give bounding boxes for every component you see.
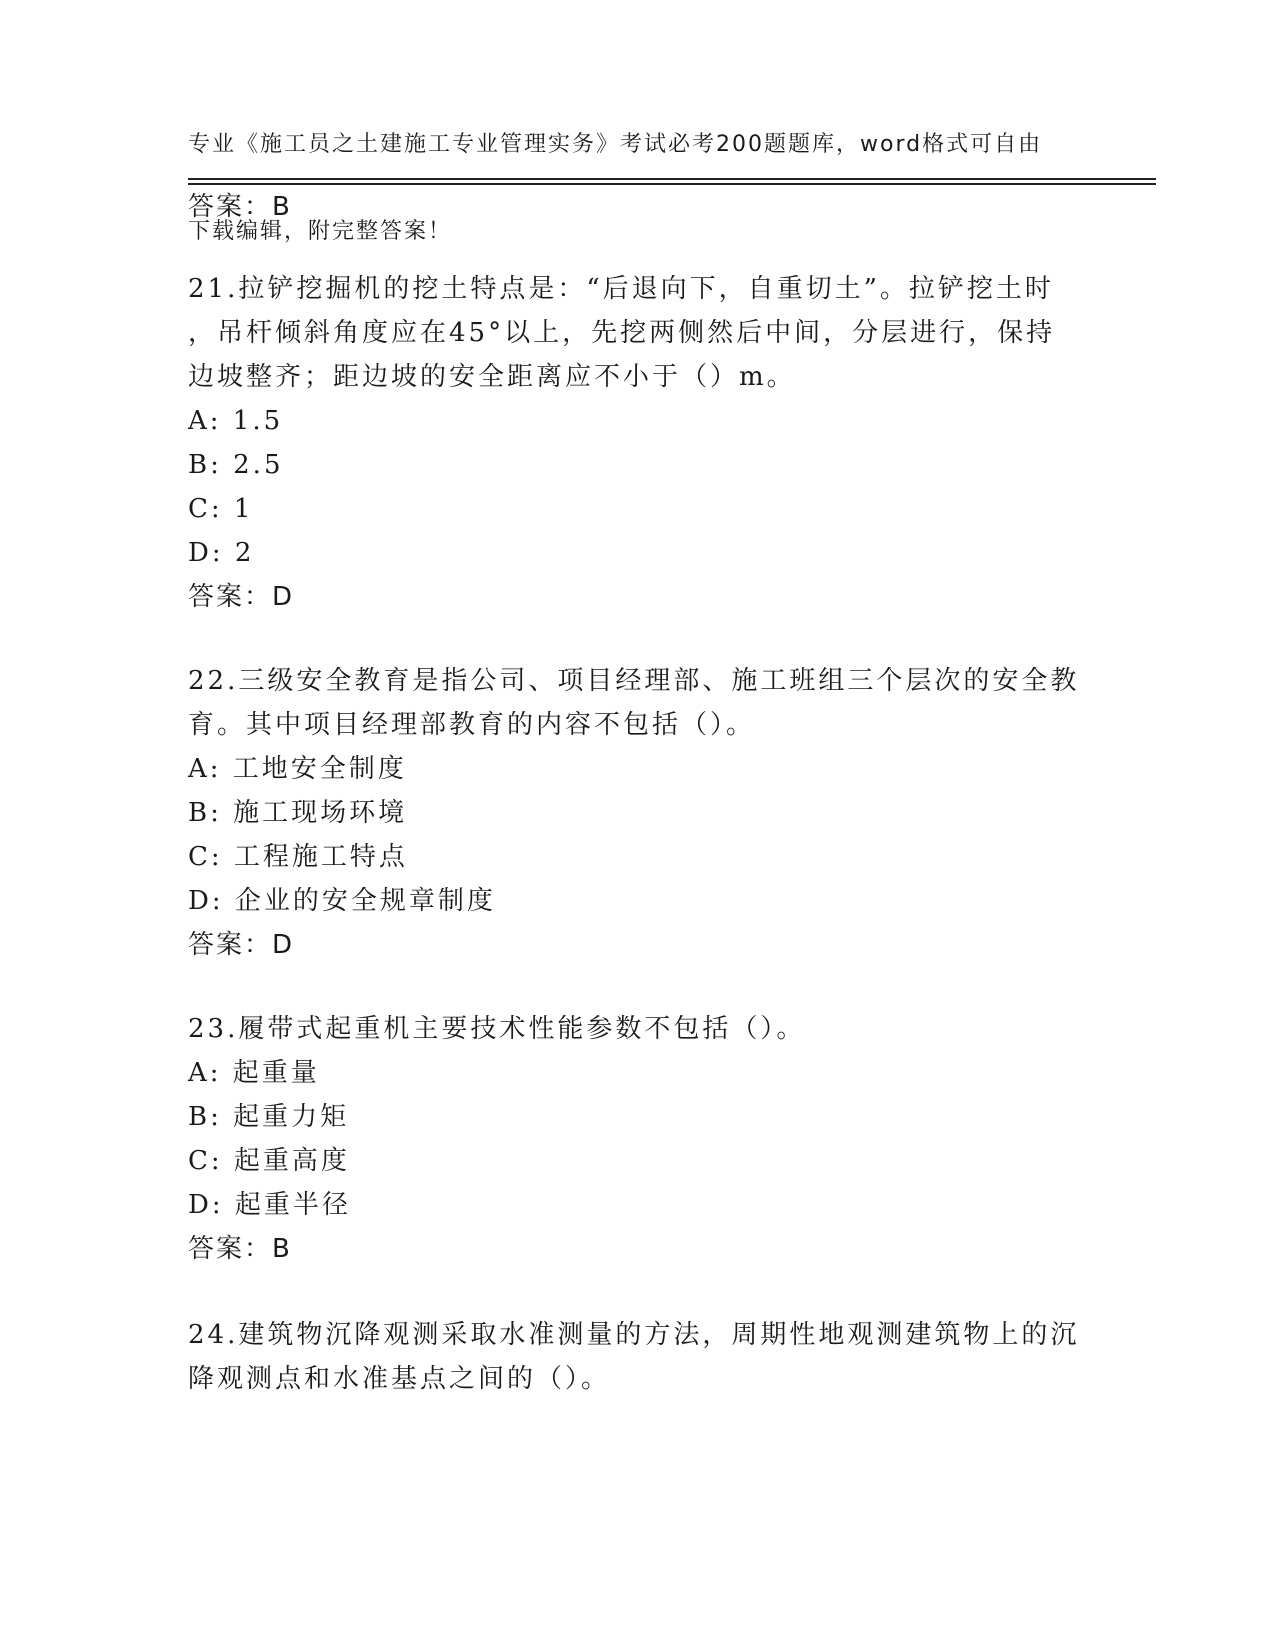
question-23-option-a: A: 起重量 <box>188 1058 320 1088</box>
question-22-option-d: D: 企业的安全规章制度 <box>188 886 496 916</box>
question-23-option-b: B: 起重力矩 <box>188 1102 350 1132</box>
question-21-option-c: C: 1 <box>188 494 254 524</box>
question-21-line-2: ，吊杆倾斜角度应在45°以上，先挖两侧然后中间，分层进行，保持 <box>188 318 1056 348</box>
previous-answer: 答案：B <box>188 192 292 222</box>
question-22-line-2: 育。其中项目经理部教育的内容不包括（）。 <box>188 710 756 740</box>
question-21-option-d: D: 2 <box>188 538 255 568</box>
header-line-2: 下载编辑，附完整答案！ <box>188 219 453 244</box>
question-22-option-c: C: 工程施工特点 <box>188 842 408 872</box>
document-header <box>188 72 1088 275</box>
question-22-answer: 答案：D <box>188 930 295 960</box>
question-21-option-a: A: 1.5 <box>188 406 284 436</box>
header-rule-bottom <box>188 183 1156 185</box>
question-21-line-1: 21.拉铲挖掘机的挖土特点是：“后退向下，自重切土”。拉铲挖土时 <box>188 274 1054 304</box>
question-21-line-3: 边坡整齐；距边坡的安全距离应不小于（）m。 <box>188 362 796 392</box>
header-line-1: 专业《施工员之土建施工专业管理实务》考试必考200题题库，word格式可自由 <box>188 132 1043 157</box>
question-21-option-b: B: 2.5 <box>188 450 284 480</box>
question-23-line-1: 23.履带式起重机主要技术性能参数不包括（）。 <box>188 1014 806 1044</box>
question-23-answer: 答案：B <box>188 1234 292 1264</box>
question-22-option-b: B: 施工现场环境 <box>188 798 408 828</box>
question-21-answer: 答案：D <box>188 582 295 612</box>
question-24-line-1: 24.建筑物沉降观测采取水准测量的方法，周期性地观测建筑物上的沉 <box>188 1320 1080 1350</box>
question-24-line-2: 降观测点和水准基点之间的（）。 <box>188 1364 611 1394</box>
header-rule-top <box>188 178 1156 180</box>
question-22-line-1: 22.三级安全教育是指公司、项目经理部、施工班组三个层次的安全教 <box>188 666 1080 696</box>
question-23-option-c: C: 起重高度 <box>188 1146 350 1176</box>
question-23-option-d: D: 起重半径 <box>188 1190 351 1220</box>
question-22-option-a: A: 工地安全制度 <box>188 754 407 784</box>
